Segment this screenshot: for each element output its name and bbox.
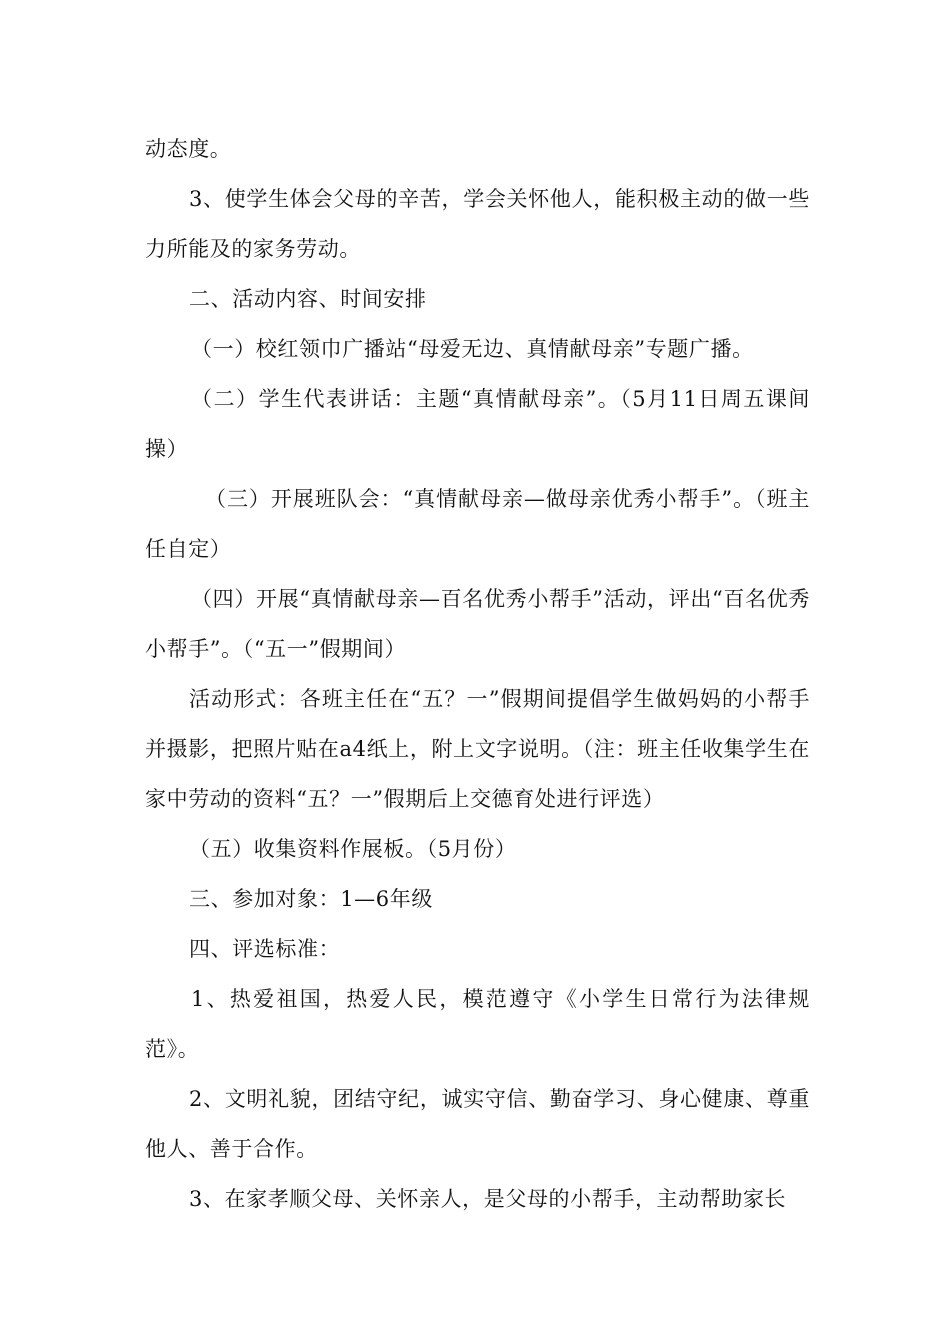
criteria-item-2: 2、文明礼貌，团结守纪，诚实守信、勤奋学习、身心健康、尊重他人、善于合作。 [145,1087,810,1161]
section-heading-3: 三、参加对象：1—6年级 [189,887,433,911]
activity-item-3: （三）开展班队会：“真情献母亲—做母亲优秀小帮手”。（班主任自定） [145,487,810,561]
activity-item-5: （五）收集资料作展板。（5月份） [189,837,517,861]
activity-item-4: （四）开展“真情献母亲—百名优秀小帮手”活动，评出“百名优秀小帮手”。（“五一”假期间） [145,587,810,661]
paragraph-continuation: 动态度。 [145,137,232,161]
paragraph-goal-3: 3、使学生体会父母的辛苦，学会关怀他人，能积极主动的做一些力所能及的家务劳动。 [145,187,810,261]
activity-item-2: （二）学生代表讲话：主题“真情献母亲”。（5月11日周五课间操） [145,387,810,461]
activity-item-1: （一）校红领巾广播站“母爱无边、真情献母亲”专题广播。 [191,337,754,361]
document-body [145,124,810,1224]
section-heading-4: 四、评选标准： [189,937,341,961]
activity-format: 活动形式：各班主任在“五？一”假期间提倡学生做妈妈的小帮手并摄影，把照片贴在a4纸上，附上文字说明。（注：班主任收集学生在家中劳动的资料“五？一”假期后上交德育处进行评选） [145,687,810,811]
criteria-item-1: 1、热爱祖国，热爱人民，模范遵守《小学生日常行为法律规范》。 [145,987,810,1061]
criteria-item-3: 3、在家孝顺父母、关怀亲人，是父母的小帮手，主动帮助家长 [189,1187,787,1211]
section-heading-2: 二、活动内容、时间安排 [189,287,427,311]
